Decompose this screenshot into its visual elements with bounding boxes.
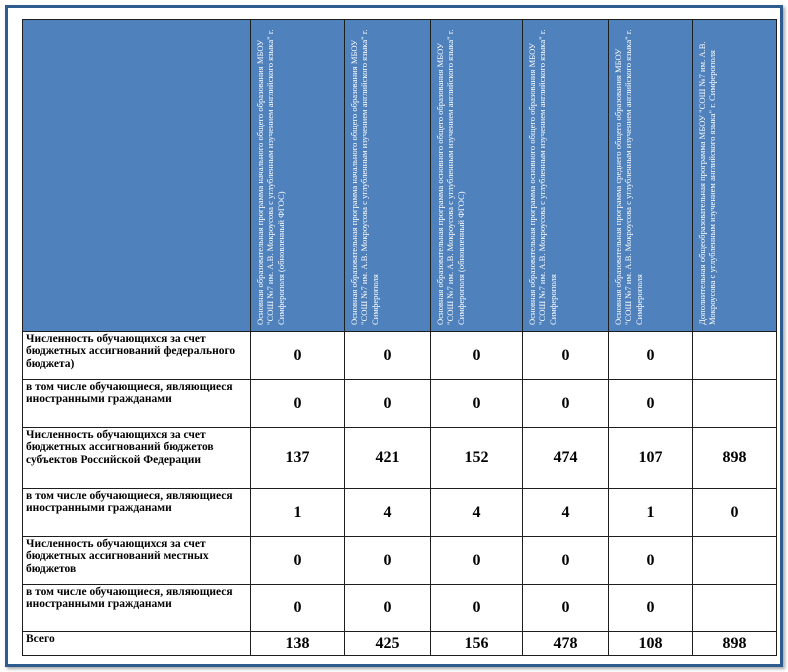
table-cell: 0 — [431, 585, 523, 632]
table-cell: 4 — [523, 489, 609, 537]
column-header — [251, 20, 345, 332]
row-label: в том числе обучающиеся, являющиеся иностранными гражданами — [23, 380, 251, 428]
table-row — [23, 489, 777, 537]
column-header — [609, 20, 693, 332]
table-cell: 137 — [251, 428, 345, 489]
table-cell: 421 — [345, 428, 431, 489]
table-cell: 0 — [431, 537, 523, 585]
table-row — [23, 380, 777, 428]
row-label: Всего — [23, 632, 251, 656]
table-cell: 0 — [251, 537, 345, 585]
total-row — [23, 632, 777, 656]
table-cell: 108 — [609, 632, 693, 656]
table-cell: 107 — [609, 428, 693, 489]
table-cell: 425 — [345, 632, 431, 656]
table-cell: 0 — [431, 332, 523, 380]
table-cell — [693, 380, 777, 428]
column-header-text: Основная образовательная программа основного общего образования МБОУ "СОШ №7 им. А.В. Мокроусова с углубленным изучением английского языка" г. Симферополя — [527, 29, 558, 325]
row-label: Численность обучающихся за счет бюджетных ассигнований федерального бюджета) — [23, 332, 251, 380]
table-cell: 0 — [609, 380, 693, 428]
column-header-text: Основная образовательная программа начального общего образования МБОУ "СОШ №7 им. А.В. Мокроусова с углубленным изучением английского языка" г. Симферополя — [349, 29, 380, 325]
row-label: в том числе обучающиеся, являющиеся иностранными гражданами — [23, 585, 251, 632]
column-header-text: Основная образовательная программа начального общего образования МБОУ "СОШ №7 им. А.В. Мокроусова с углубленным изучением английского языка" г. Симферополя (обновленный ФГОС) — [255, 29, 286, 325]
table-cell: 478 — [523, 632, 609, 656]
table-cell: 0 — [523, 380, 609, 428]
column-header — [345, 20, 431, 332]
table-cell — [693, 332, 777, 380]
table-cell: 4 — [431, 489, 523, 537]
table-cell: 0 — [693, 489, 777, 537]
table-cell: 0 — [345, 380, 431, 428]
table-row — [23, 428, 777, 489]
table-cell: 138 — [251, 632, 345, 656]
table-cell: 1 — [609, 489, 693, 537]
table-row — [23, 585, 777, 632]
table-cell: 0 — [251, 332, 345, 380]
table-cell: 0 — [523, 585, 609, 632]
document-frame — [5, 5, 783, 667]
table-cell: 0 — [609, 332, 693, 380]
table-cell: 0 — [345, 585, 431, 632]
table-cell: 0 — [609, 537, 693, 585]
table-cell: 152 — [431, 428, 523, 489]
row-label: в том числе обучающиеся, являющиеся иностранными гражданами — [23, 489, 251, 537]
table-cell: 0 — [251, 380, 345, 428]
table-cell: 0 — [251, 585, 345, 632]
table-row — [23, 537, 777, 585]
table-cell: 0 — [609, 585, 693, 632]
header-row — [23, 20, 777, 332]
column-header-text: Дополнительная общеобразовательная программа МБОУ "СОШ №7 им. А.В. Мокроусова с углубленным изучением английского языка" г. Симферополя — [697, 41, 718, 325]
row-label: Численность обучающихся за счет бюджетных ассигнований местных бюджетов — [23, 537, 251, 585]
table-cell: 0 — [523, 332, 609, 380]
column-header-text: Основная образовательная программа среднего общего образования МБОУ "СОШ №7 им. А.В. Мокроусова с углубленным изучением английского языка" г. Симферополя — [613, 29, 644, 325]
table-cell: 0 — [345, 537, 431, 585]
table-cell: 898 — [693, 632, 777, 656]
column-header — [523, 20, 609, 332]
header-corner — [23, 20, 251, 332]
table-cell: 1 — [251, 489, 345, 537]
table-cell: 474 — [523, 428, 609, 489]
row-label: Численность обучающихся за счет бюджетных ассигнований бюджетов субъектов Российской Федерации — [23, 428, 251, 489]
table-cell — [693, 585, 777, 632]
students-table — [22, 19, 777, 656]
column-header-text: Основная образовательная программа основного общего образования МБОУ "СОШ №7 им. А.В. Мокроусова с углубленным изучением английского языка" г. Симферополя (обновленный ФГОС) — [435, 29, 466, 325]
table-cell: 898 — [693, 428, 777, 489]
table-cell: 4 — [345, 489, 431, 537]
table-cell: 0 — [431, 380, 523, 428]
table-cell: 156 — [431, 632, 523, 656]
table-cell — [693, 537, 777, 585]
table-row — [23, 332, 777, 380]
column-header — [693, 20, 777, 332]
column-header — [431, 20, 523, 332]
table-cell: 0 — [523, 537, 609, 585]
table-cell: 0 — [345, 332, 431, 380]
